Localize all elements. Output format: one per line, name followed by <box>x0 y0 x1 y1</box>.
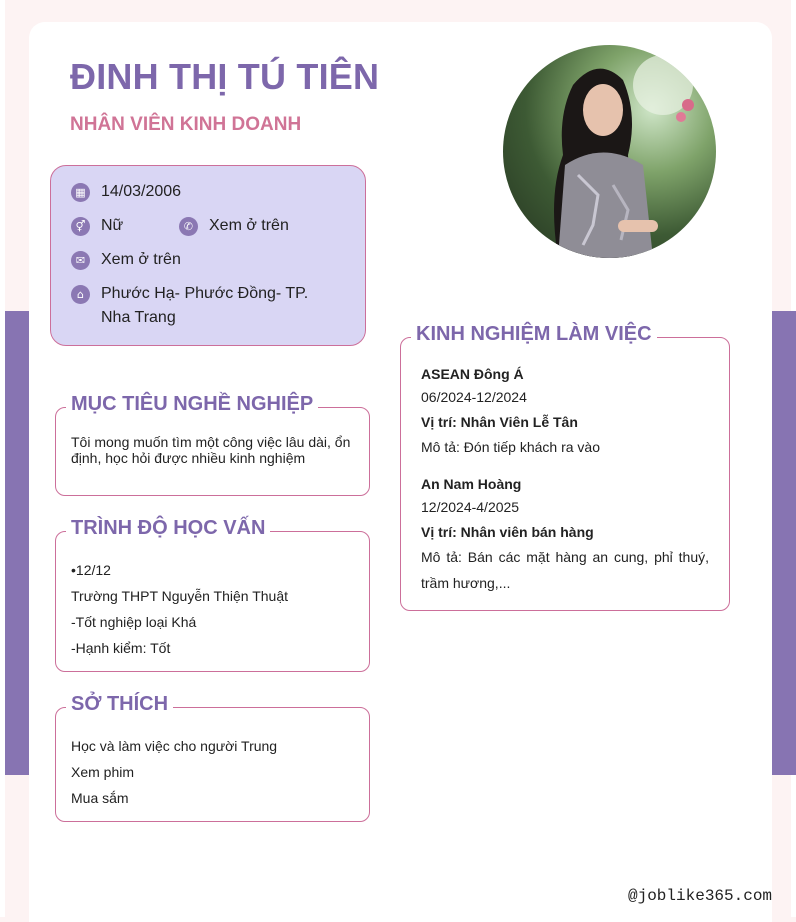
experience-item <box>421 363 709 460</box>
experience-title: KINH NGHIỆM LÀM VIỆC <box>411 323 657 346</box>
objective-section <box>55 393 370 496</box>
email-row <box>71 251 181 272</box>
objective-text: Tôi mong muốn tìm một công việc lâu dài, ổn định, học hỏi được nhiều kinh nghiệm <box>71 434 351 466</box>
experience-position: Vị trí: Nhân viên bán hàng <box>421 524 594 540</box>
calendar-icon: ▦ <box>71 183 90 202</box>
phone-value: Xem ở trên <box>209 217 289 234</box>
hobby-line: Học và làm việc cho người Trung <box>71 738 278 754</box>
email-value: Xem ở trên <box>101 251 181 268</box>
home-icon: ⌂ <box>71 285 90 304</box>
education-line: -Tốt nghiệp loại Khá <box>71 614 197 630</box>
address-row <box>71 285 341 330</box>
phone-icon: ✆ <box>179 217 198 236</box>
experience-company: An Nam Hoàng <box>421 476 522 492</box>
profile-photo <box>503 45 716 258</box>
education-line: -Hạnh kiểm: Tốt <box>71 640 171 656</box>
education-title: TRÌNH ĐỘ HỌC VẤN <box>66 517 270 540</box>
education-list <box>71 557 355 661</box>
gender-icon: ⚥ <box>71 217 90 236</box>
candidate-role: NHÂN VIÊN KINH DOANH <box>70 114 302 135</box>
education-section <box>55 517 370 672</box>
birthdate-row <box>71 183 181 204</box>
experience-list <box>421 363 709 596</box>
birthdate-value: 14/03/2006 <box>101 183 182 200</box>
experience-position: Vị trí: Nhân Viên Lễ Tân <box>421 414 578 430</box>
hobbies-title: SỞ THÍCH <box>66 693 173 716</box>
profile-photo-illustration <box>503 45 716 258</box>
side-band-left <box>5 311 29 775</box>
experience-period: 12/2024-4/2025 <box>421 499 520 515</box>
experience-period: 06/2024-12/2024 <box>421 389 527 405</box>
hobbies-section <box>55 693 370 822</box>
education-line: Trường THPT Nguyễn Thiện Thuật <box>71 588 288 604</box>
objective-title: MỤC TIÊU NGHỀ NGHIỆP <box>66 393 318 416</box>
watermark-text: @joblike365.com <box>628 887 773 905</box>
experience-item <box>421 473 709 596</box>
gender-value: Nữ <box>101 217 124 234</box>
hobby-line: Xem phim <box>71 764 135 780</box>
experience-description: Mô tả: Đón tiếp khách ra vào <box>421 439 600 455</box>
phone-row <box>179 217 289 238</box>
hobby-line: Mua sắm <box>71 790 129 806</box>
experience-description: Mô tả: Bán các mặt hàng an cung, phỉ thuý, trầm hương,... <box>421 549 709 591</box>
side-band-right <box>772 311 796 775</box>
address-value: Phước Hạ- Phước Đồng- TP. Nha Trang <box>101 285 309 326</box>
education-line: •12/12 <box>71 562 111 578</box>
hobbies-list <box>71 733 355 811</box>
mail-icon: ✉ <box>71 251 90 270</box>
experience-section <box>400 323 730 611</box>
experience-company: ASEAN Đông Á <box>421 366 524 382</box>
gender-row <box>71 217 123 238</box>
candidate-name: ĐINH THỊ TÚ TIÊN <box>70 56 380 97</box>
